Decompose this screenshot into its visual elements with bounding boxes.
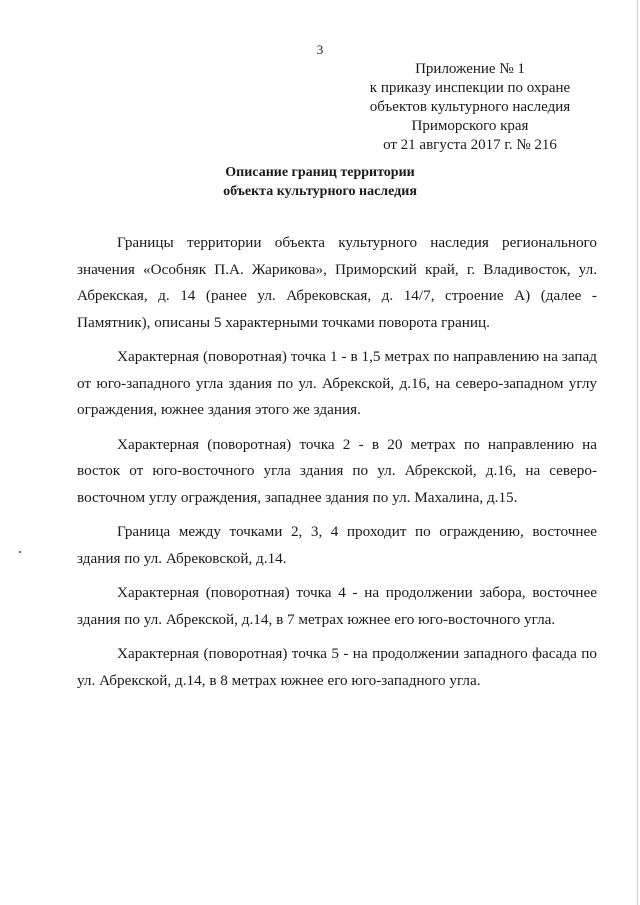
paragraph-points-2-3-4: Граница между точками 2, 3, 4 проходит по ограждению, восточнее здания по ул. Абрековской, д.14. (77, 523, 597, 567)
document-body (77, 230, 597, 694)
page-number: 3 (316, 42, 324, 57)
annex-header (330, 60, 610, 155)
scan-speck (19, 551, 21, 553)
title-line-2: объекта культурного наследия (223, 184, 417, 199)
paragraph-point-2: Характерная (поворотная) точка 2 - в 20 метрах по направлению на восток от юго-восточного угла здания по ул. Абрекской, д.16, на северо-восточном углу ограждения, западнее здания по ул. Махалина, д.15. (77, 435, 597, 506)
paragraph-point-5: Характерная (поворотная) точка 5 - на продолжении западного фасада по ул. Абрекской, д.14, в 8 метрах южнее его юго-западного угла. (77, 645, 597, 689)
title-line-1: Описание границ территории (225, 165, 415, 180)
annex-line: к приказу инспекции по охране (369, 80, 571, 96)
annex-line: от 21 августа 2017 г. № 216 (383, 137, 557, 153)
document-title (0, 163, 640, 201)
annex-line: Приморского края (411, 118, 529, 134)
annex-line: объектов культурного наследия (369, 99, 571, 115)
paragraph-point-4: Характерная (поворотная) точка 4 - на продолжении забора, восточнее здания по ул. Абрекской, д.14, в 7 метрах южнее его юго-восточного угла. (77, 584, 597, 628)
paragraph-boundaries: Границы территории объекта культурного наследия регионального значения «Особняк П.А. Жарикова», Приморский край, г. Владивосток, ул. Абрекская, д. 14 (ранее ул. Абрековская, д. 14/7, строение А) (далее - Памятник), описаны 5 характерными точками поворота границ. (77, 234, 597, 331)
scan-edge-line (637, 0, 638, 905)
paragraph-point-1: Характерная (поворотная) точка 1 - в 1,5 метрах по направлению на запад от юго-западного угла здания по ул. Абрекской, д.16, на северо-западном углу ограждения, южнее здания этого же здания. (77, 348, 597, 418)
annex-line: Приложение № 1 (415, 61, 525, 77)
